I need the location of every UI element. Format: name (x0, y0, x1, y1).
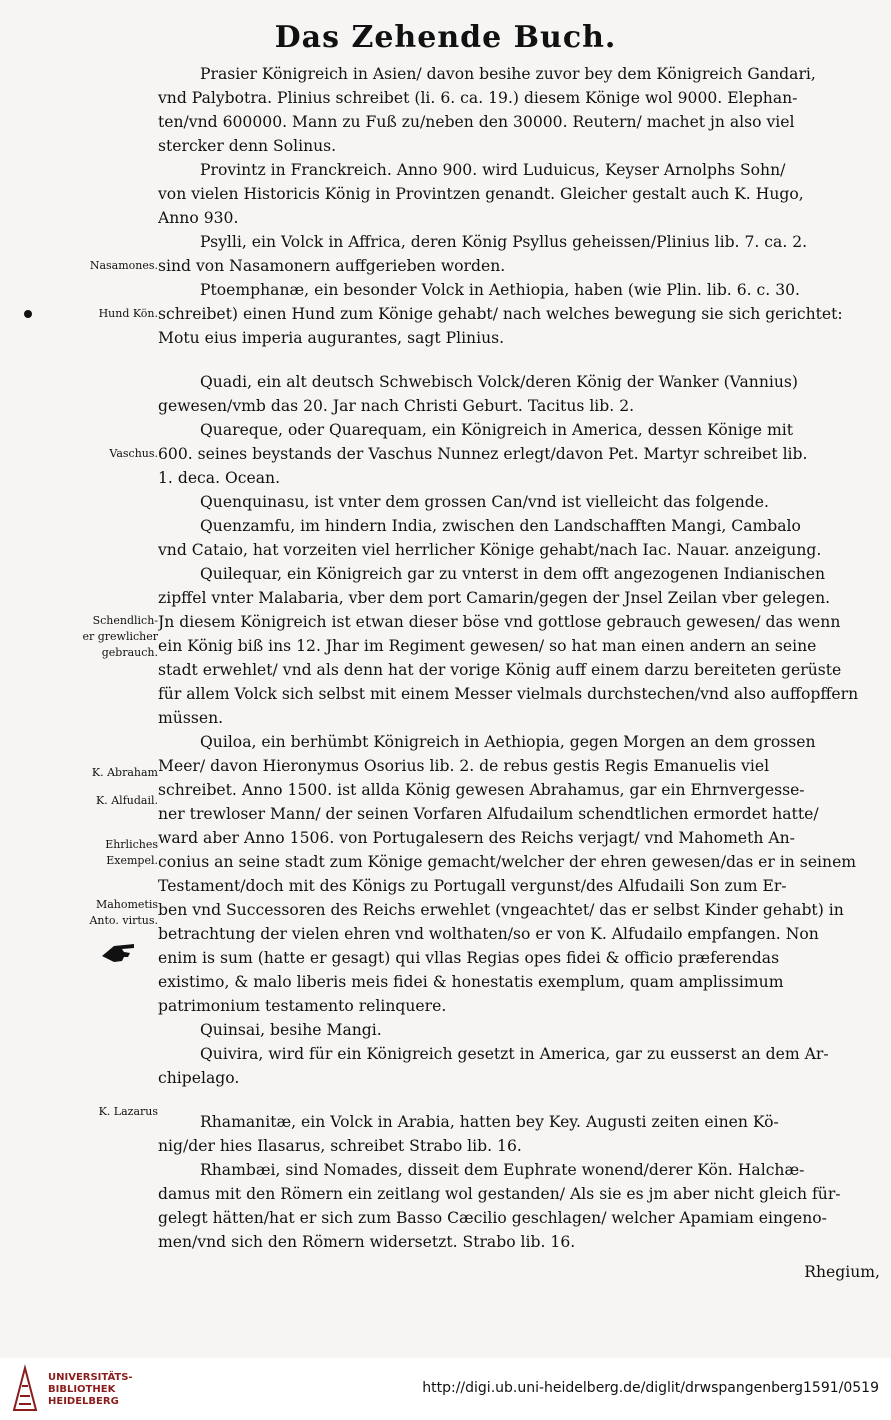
text-line: Rhamanitæ, ein Volck in Arabia, hatten bey Key. Augusti zeiten einen Kö- (200, 1113, 779, 1131)
text-line: conius an seine stadt zum Könige gemacht/welcher der ehren gewesen/das er in seinem (158, 853, 857, 871)
text-line: ben vnd Successoren des Reichs erwehlet (vngeachtet/ das er selbst Kinder gehabt) in (158, 901, 844, 919)
text-line: Rhambæi, sind Nomades, disseit dem Euphrate wonend/derer Kön. Halchæ- (200, 1161, 805, 1179)
text-line: Jn diesem Königreich ist etwan dieser böse vnd gottlose gebrauch gewesen/ das wenn (158, 613, 841, 631)
text-line: 1. deca. Ocean. (158, 469, 281, 487)
text-line: patrimonium testamento relinquere. (158, 997, 447, 1015)
margin-note: K. Alfudail. (96, 794, 158, 807)
margin-note: Anto. virtus. (89, 914, 158, 927)
ink-dot (24, 310, 32, 318)
text-line: enim is sum (hatte er gesagt) qui vllas Regias opes fidei & officio præferendas (158, 949, 780, 967)
text-line: 600. seines beystands der Vaschus Nunnez erlegt/davon Pet. Martyr schreibet lib. (158, 445, 808, 463)
text-line: schreibet. Anno 1500. ist allda König gewesen Abrahamus, gar ein Ehrnvergesse- (158, 781, 805, 799)
text-line: ward aber Anno 1506. von Portugalesern des Reichs verjagt/ vnd Mahometh An- (158, 829, 795, 847)
text-line: damus mit den Römern ein zeitlang wol gestanden/ Als sie es jm aber nicht gleich für- (158, 1185, 841, 1203)
text-line: Testament/doch mit des Königs zu Portugall vergunst/des Alfudaili Son zum Er- (158, 877, 787, 895)
text-line: müssen. (158, 709, 224, 727)
text-line: zipffel vnter Malabaria, vber dem port Camarin/gegen der Jnsel Zeilan vber gelegen. (158, 589, 831, 607)
margin-note: Mahometis (95, 898, 158, 911)
text-line: Psylli, ein Volck in Affrica, deren König Psyllus geheissen/Plinius lib. 7. ca. 2. (200, 233, 808, 251)
text-line: gelegt hätten/hat er sich zum Basso Cæcilio geschlagen/ welcher Apamiam eingeno- (158, 1209, 827, 1227)
text-line: stadt erwehlet/ vnd als denn hat der vorige König auff einem darzu bereiteten gerüste (158, 661, 842, 679)
university-logo-icon (10, 1364, 40, 1414)
text-line: von vielen Historicis König in Provintzen genandt. Gleicher gestalt auch K. Hugo, (158, 185, 804, 203)
text-line: schreibet) einen Hund zum Könige gehabt/ nach welches bewegung sie sich gerichtet: (158, 305, 843, 323)
text-line: Motu eius imperia augurantes, sagt Plinius. (158, 329, 505, 347)
text-line: sind von Nasamonern auffgerieben worden. (158, 257, 506, 275)
text-line: Quivira, wird für ein Königreich gesetzt in America, gar zu eusserst an dem Ar- (200, 1045, 829, 1063)
text-line: ten/vnd 600000. Mann zu Fuß zu/neben den 30000. Reutern/ machet jn also viel (158, 113, 795, 131)
text-line: stercker denn Solinus. (158, 137, 337, 155)
text-line: Prasier Königreich in Asien/ davon besihe zuvor bey dem Königreich Gandari, (200, 65, 816, 83)
text-line: gewesen/vmb das 20. Jar nach Christi Geburt. Tacitus lib. 2. (158, 397, 635, 415)
margin-note: Nasamones. (89, 259, 158, 272)
margin-note: gebrauch. (101, 646, 158, 659)
text-line: vnd Cataio, hat vorzeiten viel herrlicher Könige gehabt/nach Iac. Nauar. anzeigung. (158, 541, 822, 559)
text-line: Quareque, oder Quarequam, ein Königreich in America, dessen Könige mit (200, 421, 794, 439)
logo-line: HEIDELBERG (48, 1396, 119, 1407)
page-title: Das Zehende Buch. (274, 20, 617, 55)
margin-note: Ehrliches (105, 838, 158, 851)
text-line: Meer/ davon Hieronymus Osorius lib. 2. de rebus gestis Regis Emanuelis viel (158, 757, 770, 775)
text-line: men/vnd sich den Römern widersetzt. Strabo lib. 16. (158, 1233, 576, 1251)
text-line: Quiloa, ein berhümbt Königreich in Aethiopia, gegen Morgen an dem grossen (200, 733, 816, 751)
text-line: chipelago. (158, 1069, 240, 1087)
text-line: Quenquinasu, ist vnter dem grossen Can/vnd ist vielleicht das folgende. (200, 493, 769, 511)
text-line: vnd Palybotra. Plinius schreibet (li. 6. ca. 19.) diesem Könige wol 9000. Elephan- (158, 89, 798, 107)
text-line: Quilequar, ein Königreich gar zu vnterst in dem offt angezogenen Indianischen (200, 565, 826, 583)
text-line: ein König biß ins 12. Jhar im Regiment gewesen/ so hat man einen andern an seine (158, 637, 817, 655)
margin-note: Hund Kön. (98, 307, 158, 320)
text-line: für allem Volck sich selbst mit einem Messer vielmals durchstechen/vnd also auffopffern (158, 685, 859, 703)
text-line: ner trewloser Mann/ der seinen Vorfaren Alfudailum schendtlichen ermordet hatte/ (158, 805, 819, 823)
text-line: Quadi, ein alt deutsch Schwebisch Volck/deren König der Wanker (Vannius) (200, 373, 798, 391)
logo-line: BIBLIOTHEK (48, 1384, 116, 1395)
text-line: existimo, & malo liberis meis fidei & honestatis exemplum, quam amplissimum (158, 973, 784, 991)
text-line: Ptoemphanæ, ein besonder Volck in Aethiopia, haben (wie Plin. lib. 6. c. 30. (200, 281, 800, 299)
footer-bar (0, 1358, 891, 1420)
margin-note: K. Abraham (91, 766, 158, 779)
margin-note: Schendlich- (92, 614, 158, 627)
text-line: betrachtung der vielen ehren vnd wolthaten/so er von K. Alfudailo empfangen. Non (158, 925, 819, 943)
source-url-link[interactable]: http://digi.ub.uni-heidelberg.de/diglit/drwspangenberg1591/0519 (422, 1380, 879, 1396)
margin-note: Vaschus. (109, 447, 158, 460)
text-line: nig/der hies Ilasarus, schreibet Strabo lib. 16. (158, 1137, 522, 1155)
logo-line: UNIVERSITÄTS- (48, 1372, 133, 1383)
catchword: Rhegium, (804, 1263, 880, 1281)
library-logo-text (48, 1372, 133, 1408)
text-line: Quinsai, besihe Mangi. (200, 1021, 382, 1039)
margin-note: er grewlicher (82, 630, 158, 643)
margin-note: Exempel. (106, 854, 158, 867)
text-line: Quenzamfu, im hindern India, zwischen den Landschafften Mangi, Cambalo (200, 517, 801, 535)
text-line: Anno 930. (158, 209, 239, 227)
text-line: Provintz in Franckreich. Anno 900. wird Luduicus, Keyser Arnolphs Sohn/ (200, 161, 786, 179)
pointing-hand-icon (100, 938, 140, 968)
margin-note: K. Lazarus (98, 1105, 158, 1118)
